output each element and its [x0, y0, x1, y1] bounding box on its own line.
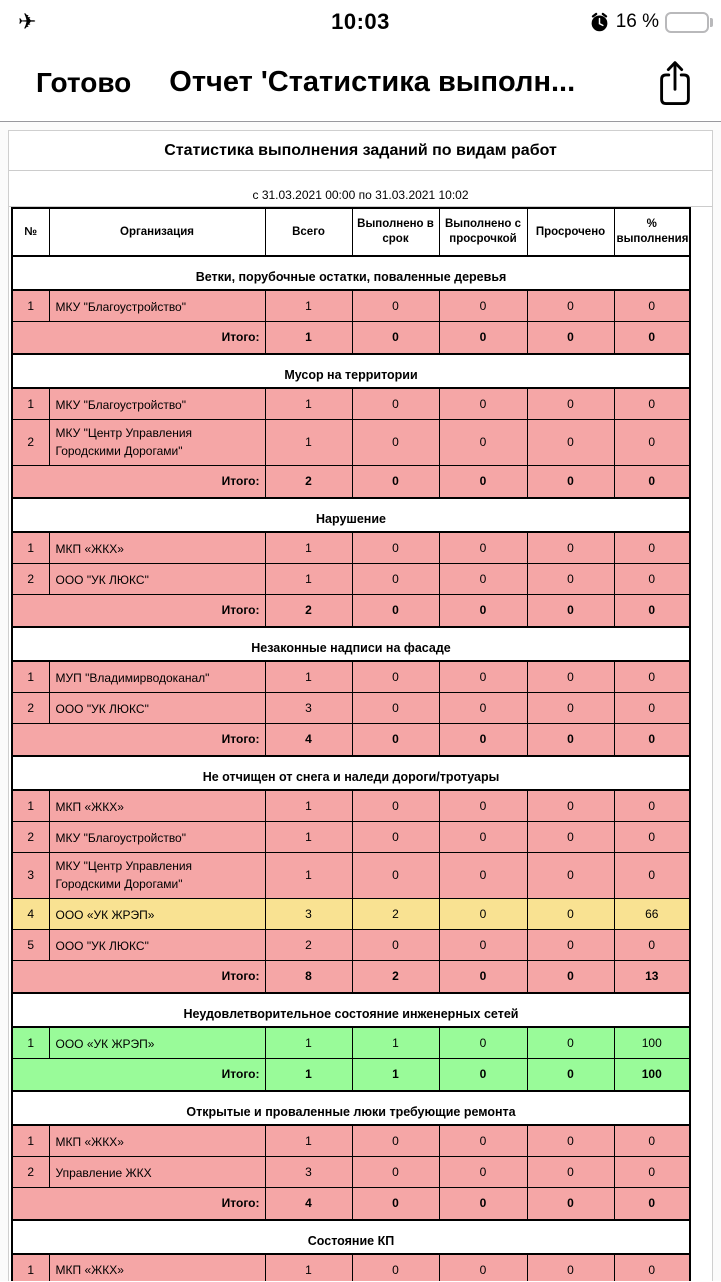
total-row [12, 465, 690, 498]
table-row [12, 388, 690, 419]
value-cell: 0 [352, 661, 439, 692]
table-row [12, 563, 690, 594]
value-cell: 1 [265, 790, 352, 821]
total-value-cell: 0 [527, 594, 614, 627]
organization-cell: МКП «ЖКХ» [49, 1254, 265, 1281]
value-cell: 0 [614, 563, 690, 594]
row-number-cell: 1 [12, 532, 49, 563]
value-cell: 0 [614, 419, 690, 465]
total-value-cell: 0 [439, 960, 527, 993]
value-cell: 3 [265, 1156, 352, 1187]
total-row [12, 1058, 690, 1091]
total-value-cell: 0 [439, 465, 527, 498]
section-title: Мусор на территории [12, 364, 690, 388]
section-title: Не отчищен от снега и наледи дороги/тротуары [12, 766, 690, 790]
total-value-cell: 0 [527, 960, 614, 993]
status-time: 10:03 [331, 9, 390, 34]
organization-cell: МКП «ЖКХ» [49, 1125, 265, 1156]
total-label: Итого: [12, 1058, 265, 1091]
total-row [12, 1187, 690, 1220]
value-cell: 0 [439, 692, 527, 723]
total-row [12, 723, 690, 756]
total-value-cell: 0 [352, 1187, 439, 1220]
total-label: Итого: [12, 1187, 265, 1220]
value-cell: 0 [439, 821, 527, 852]
section-spacer [12, 993, 690, 1003]
value-cell: 0 [352, 532, 439, 563]
total-value-cell: 0 [614, 594, 690, 627]
value-cell: 1 [265, 661, 352, 692]
total-label: Итого: [12, 723, 265, 756]
value-cell: 0 [439, 929, 527, 960]
table-row [12, 692, 690, 723]
value-cell: 0 [439, 1254, 527, 1281]
total-value-cell: 0 [439, 1187, 527, 1220]
section-spacer [12, 256, 690, 266]
value-cell: 1 [265, 563, 352, 594]
section-title: Ветки, порубочные остатки, поваленные деревья [12, 266, 690, 290]
nav-bar [0, 44, 721, 122]
total-value-cell: 0 [527, 1058, 614, 1091]
spacer-cell [12, 1091, 690, 1101]
value-cell: 0 [614, 661, 690, 692]
total-value-cell: 0 [614, 321, 690, 354]
value-cell: 0 [614, 692, 690, 723]
document-title: Отчет 'Статистика выполн... [169, 66, 576, 98]
value-cell: 0 [439, 790, 527, 821]
table-row [12, 661, 690, 692]
value-cell: 1 [352, 1027, 439, 1058]
section-spacer [12, 498, 690, 508]
column-header: Всего [265, 208, 352, 256]
section-title-row [12, 1101, 690, 1125]
row-number-cell: 1 [12, 790, 49, 821]
value-cell: 0 [352, 852, 439, 898]
organization-cell: ООО "УК ЛЮКС" [49, 563, 265, 594]
spacer-cell [12, 1220, 690, 1230]
share-button[interactable] [655, 58, 695, 108]
value-cell: 0 [439, 532, 527, 563]
share-icon [655, 58, 695, 108]
section-title-row [12, 1230, 690, 1254]
organization-cell: ООО "УК ЛЮКС" [49, 929, 265, 960]
total-value-cell: 0 [352, 465, 439, 498]
section-spacer [12, 756, 690, 766]
report-page [8, 130, 713, 1281]
column-header: № [12, 208, 49, 256]
total-label: Итого: [12, 465, 265, 498]
value-cell: 0 [614, 290, 690, 321]
value-cell: 2 [265, 929, 352, 960]
organization-cell: ООО «УК ЖРЭП» [49, 1027, 265, 1058]
done-button[interactable]: Готово [36, 66, 132, 98]
total-value-cell: 1 [265, 321, 352, 354]
value-cell: 0 [527, 563, 614, 594]
section-spacer [12, 627, 690, 637]
value-cell: 0 [439, 1027, 527, 1058]
row-number-cell: 2 [12, 563, 49, 594]
total-value-cell: 0 [614, 723, 690, 756]
column-header: Выполнено в срок [352, 208, 439, 256]
organization-cell: МКУ "Центр Управления Городскими Дорогами" [49, 419, 265, 465]
report-period: с 31.03.2021 00:00 по 31.03.2021 10:02 [252, 188, 469, 202]
total-value-cell: 13 [614, 960, 690, 993]
value-cell: 3 [265, 692, 352, 723]
value-cell: 0 [527, 821, 614, 852]
organization-cell: МКУ "Благоустройство" [49, 290, 265, 321]
value-cell: 0 [439, 852, 527, 898]
value-cell: 0 [527, 419, 614, 465]
value-cell: 1 [265, 290, 352, 321]
total-value-cell: 1 [352, 1058, 439, 1091]
total-value-cell: 1 [265, 1058, 352, 1091]
value-cell: 0 [439, 419, 527, 465]
value-cell: 1 [265, 532, 352, 563]
section-title-row [12, 266, 690, 290]
total-value-cell: 0 [527, 321, 614, 354]
organization-cell: МКУ "Благоустройство" [49, 821, 265, 852]
section-title-row [12, 1003, 690, 1027]
spacer-cell [12, 256, 690, 266]
total-label: Итого: [12, 960, 265, 993]
organization-cell: МКУ "Благоустройство" [49, 388, 265, 419]
value-cell: 0 [439, 290, 527, 321]
value-cell: 0 [352, 929, 439, 960]
alarm-icon [589, 12, 610, 33]
value-cell: 0 [439, 1156, 527, 1187]
value-cell: 0 [614, 852, 690, 898]
table-row [12, 821, 690, 852]
status-bar [0, 0, 721, 44]
spacer-cell [12, 354, 690, 364]
total-value-cell: 0 [614, 1187, 690, 1220]
value-cell: 0 [352, 1156, 439, 1187]
organization-cell: ООО "УК ЛЮКС" [49, 692, 265, 723]
total-value-cell: 100 [614, 1058, 690, 1091]
battery-percent-label: 16 % [615, 11, 659, 32]
value-cell: 0 [614, 821, 690, 852]
section-title-row [12, 508, 690, 532]
row-number-cell: 2 [12, 1156, 49, 1187]
total-value-cell: 0 [614, 465, 690, 498]
total-row [12, 594, 690, 627]
total-value-cell: 0 [352, 723, 439, 756]
section-title: Незаконные надписи на фасаде [12, 637, 690, 661]
value-cell: 0 [439, 563, 527, 594]
value-cell: 1 [265, 1254, 352, 1281]
spacer-cell [12, 993, 690, 1003]
value-cell: 1 [265, 419, 352, 465]
battery-icon [665, 12, 713, 33]
table-row [12, 929, 690, 960]
value-cell: 0 [614, 790, 690, 821]
value-cell: 1 [265, 852, 352, 898]
value-cell: 1 [265, 821, 352, 852]
value-cell: 0 [527, 1027, 614, 1058]
organization-cell: Управление ЖКХ [49, 1156, 265, 1187]
value-cell: 0 [352, 563, 439, 594]
value-cell: 0 [352, 1125, 439, 1156]
total-value-cell: 0 [439, 321, 527, 354]
total-value-cell: 2 [265, 465, 352, 498]
value-cell: 0 [527, 388, 614, 419]
value-cell: 0 [352, 290, 439, 321]
total-label: Итого: [12, 321, 265, 354]
section-title-row [12, 364, 690, 388]
column-header: Организация [49, 208, 265, 256]
value-cell: 0 [352, 388, 439, 419]
table-row [12, 898, 690, 929]
value-cell: 0 [439, 388, 527, 419]
value-cell: 0 [527, 1125, 614, 1156]
column-header: % выполнения [614, 208, 690, 256]
table-row [12, 532, 690, 563]
total-value-cell: 0 [352, 594, 439, 627]
table-row [12, 852, 690, 898]
value-cell: 100 [614, 1027, 690, 1058]
total-value-cell: 0 [439, 594, 527, 627]
total-value-cell: 0 [527, 723, 614, 756]
row-number-cell: 2 [12, 821, 49, 852]
value-cell: 0 [527, 661, 614, 692]
value-cell: 0 [527, 692, 614, 723]
organization-cell: ООО «УК ЖРЭП» [49, 898, 265, 929]
column-header: Просрочено [527, 208, 614, 256]
total-value-cell: 0 [527, 465, 614, 498]
value-cell: 1 [265, 1027, 352, 1058]
total-row [12, 321, 690, 354]
spacer-cell [12, 627, 690, 637]
table-row [12, 1125, 690, 1156]
report-table-header [12, 208, 690, 256]
section-spacer [12, 1220, 690, 1230]
value-cell: 3 [265, 898, 352, 929]
value-cell: 0 [527, 1254, 614, 1281]
value-cell: 0 [352, 419, 439, 465]
total-value-cell: 2 [265, 594, 352, 627]
table-row [12, 419, 690, 465]
organization-cell: МУП "Владимирводоканал" [49, 661, 265, 692]
section-title: Неудовлетворительное состояние инженерных сетей [12, 1003, 690, 1027]
spacer-cell [12, 756, 690, 766]
value-cell: 0 [352, 790, 439, 821]
table-row [12, 1254, 690, 1281]
value-cell: 0 [527, 532, 614, 563]
value-cell: 0 [614, 388, 690, 419]
document-scroll-area[interactable] [0, 122, 721, 1281]
value-cell: 0 [527, 290, 614, 321]
row-number-cell: 1 [12, 388, 49, 419]
value-cell: 0 [352, 1254, 439, 1281]
section-title: Открытые и проваленные люки требующие ремонта [12, 1101, 690, 1125]
table-row [12, 290, 690, 321]
section-title-row [12, 766, 690, 790]
value-cell: 0 [614, 1254, 690, 1281]
total-row [12, 960, 690, 993]
row-number-cell: 2 [12, 692, 49, 723]
total-value-cell: 2 [352, 960, 439, 993]
value-cell: 0 [439, 1125, 527, 1156]
airplane-mode-icon: ✈ [18, 9, 37, 34]
row-number-cell: 1 [12, 1125, 49, 1156]
total-label: Итого: [12, 594, 265, 627]
section-title: Состояние КП [12, 1230, 690, 1254]
row-number-cell: 1 [12, 661, 49, 692]
value-cell: 0 [527, 852, 614, 898]
value-cell: 0 [614, 1125, 690, 1156]
total-value-cell: 0 [439, 1058, 527, 1091]
section-title: Нарушение [12, 508, 690, 532]
value-cell: 0 [527, 790, 614, 821]
row-number-cell: 4 [12, 898, 49, 929]
row-number-cell: 3 [12, 852, 49, 898]
total-value-cell: 8 [265, 960, 352, 993]
value-cell: 0 [352, 692, 439, 723]
value-cell: 0 [527, 929, 614, 960]
value-cell: 0 [614, 929, 690, 960]
column-header: Выполнено с просрочкой [439, 208, 527, 256]
value-cell: 0 [527, 898, 614, 929]
organization-cell: МКУ "Центр Управления Городскими Дорогами" [49, 852, 265, 898]
section-spacer [12, 1091, 690, 1101]
section-title-row [12, 637, 690, 661]
row-number-cell: 5 [12, 929, 49, 960]
table-row [12, 1027, 690, 1058]
total-value-cell: 0 [439, 723, 527, 756]
row-number-cell: 1 [12, 290, 49, 321]
organization-cell: МКП «ЖКХ» [49, 532, 265, 563]
row-number-cell: 1 [12, 1254, 49, 1281]
report-title: Статистика выполнения заданий по видам работ [164, 141, 557, 159]
value-cell: 0 [614, 532, 690, 563]
total-value-cell: 4 [265, 1187, 352, 1220]
value-cell: 0 [352, 821, 439, 852]
value-cell: 1 [265, 1125, 352, 1156]
total-value-cell: 0 [352, 321, 439, 354]
value-cell: 0 [439, 898, 527, 929]
total-value-cell: 4 [265, 723, 352, 756]
value-cell: 0 [614, 1156, 690, 1187]
section-spacer [12, 354, 690, 364]
spacer-cell [12, 498, 690, 508]
row-number-cell: 1 [12, 1027, 49, 1058]
table-row [12, 1156, 690, 1187]
organization-cell: МКП «ЖКХ» [49, 790, 265, 821]
report-table [11, 207, 691, 1281]
total-value-cell: 0 [527, 1187, 614, 1220]
value-cell: 2 [352, 898, 439, 929]
table-row [12, 790, 690, 821]
value-cell: 66 [614, 898, 690, 929]
value-cell: 0 [439, 661, 527, 692]
value-cell: 0 [527, 1156, 614, 1187]
value-cell: 1 [265, 388, 352, 419]
row-number-cell: 2 [12, 419, 49, 465]
